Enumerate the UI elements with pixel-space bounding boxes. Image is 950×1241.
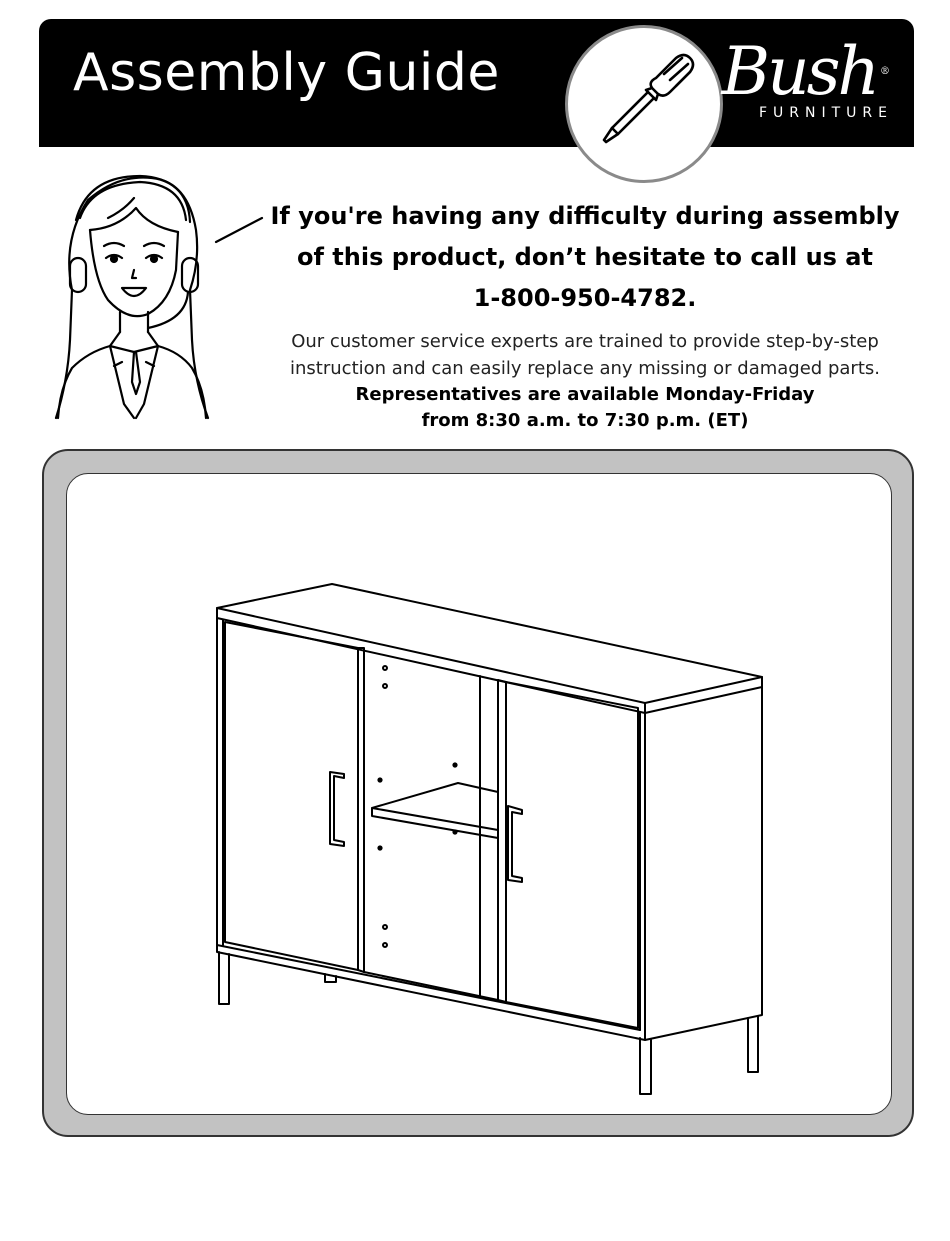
- registered-mark: ®: [880, 66, 887, 77]
- support-heading: [270, 196, 900, 319]
- support-hours-line-2: from 8:30 a.m. to 7:30 p.m. (ET): [421, 410, 749, 431]
- support-hours: [262, 382, 908, 434]
- support-description: [262, 328, 908, 382]
- support-description-line-1: Our customer service experts are trained to provide step-by-step: [291, 331, 879, 352]
- guide-title: Assembly Guide: [73, 43, 500, 103]
- brand-name: Bush ®: [721, 33, 887, 110]
- screwdriver-icon: [568, 28, 720, 180]
- support-heading-line-2: of this product, don’t hesitate to call us at: [297, 243, 873, 271]
- cabinet-illustration: [64, 471, 892, 1115]
- customer-service-agent-icon: [48, 170, 268, 422]
- support-heading-line-1: If you're having any difficulty during assembly: [270, 202, 900, 230]
- header-band: [39, 19, 914, 147]
- support-phone-number: 1-800-950-4782.: [473, 284, 697, 312]
- brand-logo: [721, 33, 893, 121]
- support-description-line-2: instruction and can easily replace any missing or damaged parts.: [290, 358, 880, 379]
- brand-subtitle: FURNITURE: [758, 105, 893, 121]
- support-hours-line-1: Representatives are available Monday-Friday: [355, 384, 815, 405]
- tool-badge: [565, 25, 723, 183]
